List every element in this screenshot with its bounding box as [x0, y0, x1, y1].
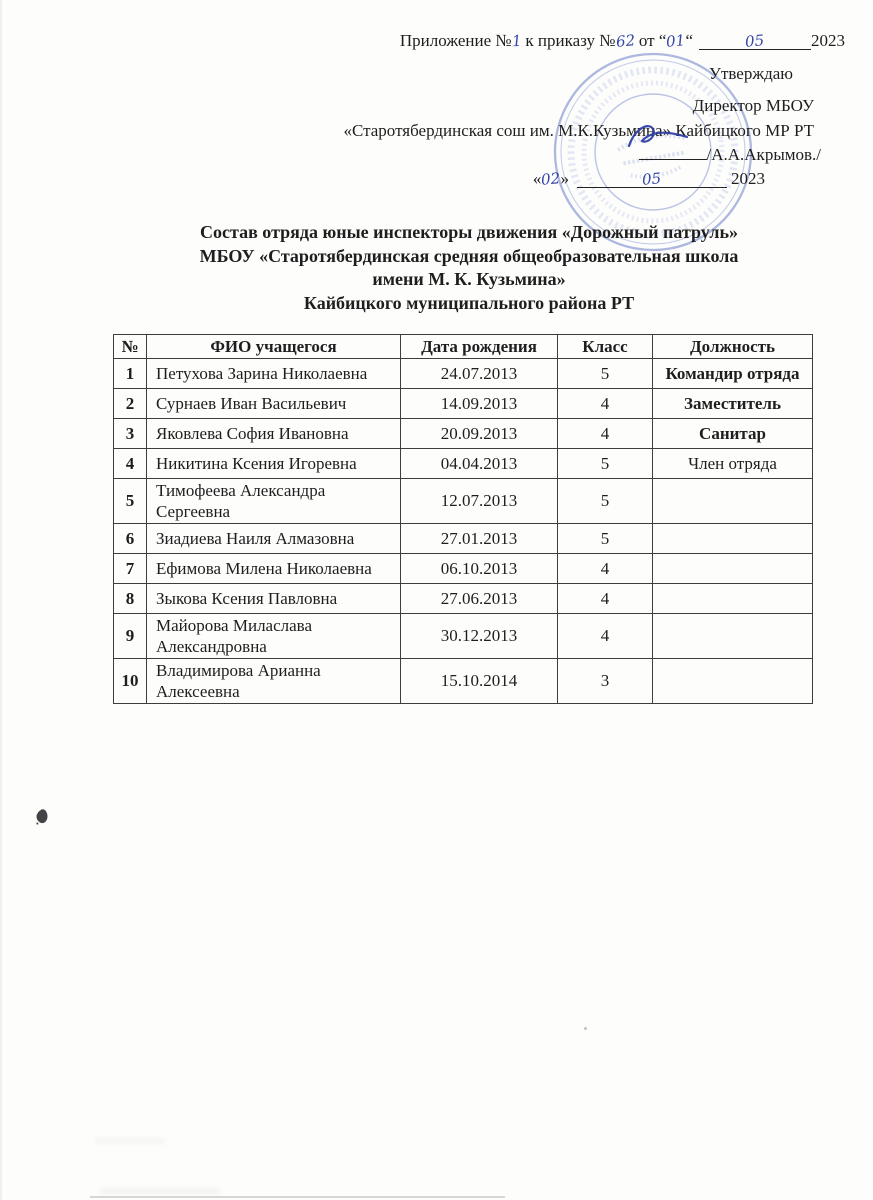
cell-role: Санитар	[653, 419, 813, 449]
cell-grade: 5	[558, 449, 653, 479]
cell-student-name: Зыкова Ксения Павловна	[147, 584, 401, 614]
table-row	[114, 359, 813, 389]
signature-row	[639, 142, 822, 165]
cell-role	[653, 524, 813, 554]
header-role: Должность	[653, 335, 813, 359]
cell-grade: 5	[558, 359, 653, 389]
cell-role: Заместитель	[653, 389, 813, 419]
table-row	[114, 479, 813, 524]
cell-birth-date: 24.07.2013	[401, 359, 558, 389]
cell-student-name: Майорова Миласлава Александровна	[147, 614, 401, 659]
approval-date-row	[533, 169, 765, 189]
scan-smudge	[95, 1138, 165, 1144]
cell-birth-date: 27.01.2013	[401, 524, 558, 554]
cell-grade: 5	[558, 524, 653, 554]
director-line2: «Старотябердинская сош им. М.К.Кузьмина» Кайбицкого МР РТ	[343, 121, 814, 140]
cell-number: 5	[114, 479, 147, 524]
order-prefix: к приказу №	[525, 31, 616, 50]
header-number: №	[114, 335, 147, 359]
document-title	[108, 221, 830, 315]
cell-student-name: Яковлева София Ивановна	[147, 419, 401, 449]
day-quote-close: “	[685, 31, 693, 50]
cell-birth-date: 20.09.2013	[401, 419, 558, 449]
cell-role	[653, 554, 813, 584]
header-birth-date: Дата рождения	[401, 335, 558, 359]
cell-number: 8	[114, 584, 147, 614]
roster-table	[113, 334, 813, 704]
cell-student-name: Зиадиева Наиля Алмазовна	[147, 524, 401, 554]
cell-birth-date: 12.07.2013	[401, 479, 558, 524]
date-year: 2023	[731, 169, 765, 188]
month-blank-line	[699, 32, 811, 50]
cell-grade: 4	[558, 584, 653, 614]
signature-stroke-icon	[623, 120, 693, 152]
title-line-2: МБОУ «Старотябердинская средняя общеобразовательная школа	[199, 245, 739, 266]
cell-birth-date: 27.06.2013	[401, 584, 558, 614]
cell-grade: 5	[558, 479, 653, 524]
cell-student-name: Сурнаев Иван Васильевич	[147, 389, 401, 419]
table-row	[114, 524, 813, 554]
handwritten-month: 05	[744, 31, 766, 51]
handwritten-date-day: 02	[540, 169, 562, 189]
title-line-3: имени М. К. Кузьмина»	[372, 269, 566, 289]
table-row	[114, 584, 813, 614]
title-line-1: Состав отряда юные инспекторы движения «Дорожный патруль»	[200, 222, 738, 242]
date-quote-open: «	[532, 169, 542, 188]
date-quote-close: »	[560, 169, 569, 188]
cell-birth-date: 14.09.2013	[401, 389, 558, 419]
table-header-row	[114, 335, 813, 359]
director-block	[344, 93, 815, 143]
handwritten-appendix-number: 1	[510, 31, 522, 51]
day-quote-open: “	[658, 31, 667, 50]
director-line1: Директор МБОУ	[692, 96, 814, 115]
roster-table-body	[114, 359, 813, 704]
cell-birth-date: 15.10.2014	[401, 659, 558, 704]
cell-grade: 4	[558, 554, 653, 584]
cell-number: 6	[114, 524, 147, 554]
cell-student-name: Владимирова Арианна Алексеевна	[147, 659, 401, 704]
cell-number: 2	[114, 389, 147, 419]
cell-grade: 4	[558, 419, 653, 449]
ink-blot	[34, 808, 50, 827]
appendix-line	[400, 31, 845, 51]
cell-number: 1	[114, 359, 147, 389]
cell-role	[653, 614, 813, 659]
cell-student-name: Петухова Зарина Николаевна	[147, 359, 401, 389]
handwritten-order-number: 62	[614, 31, 636, 51]
cell-grade: 3	[558, 659, 653, 704]
cell-birth-date: 06.10.2013	[401, 554, 558, 584]
title-line-4: Кайбицкого муниципального района РТ	[303, 292, 635, 313]
header-student-name: ФИО учащегося	[147, 335, 401, 359]
handwritten-date-month: 05	[641, 169, 663, 189]
cell-role	[653, 479, 813, 524]
handwritten-day: 01	[665, 31, 687, 51]
cell-number: 7	[114, 554, 147, 584]
cell-number: 10	[114, 659, 147, 704]
table-row	[114, 449, 813, 479]
cell-number: 9	[114, 614, 147, 659]
table-row	[114, 554, 813, 584]
cell-role: Командир отряда	[653, 359, 813, 389]
table-row	[114, 659, 813, 704]
scan-smudge	[100, 1188, 220, 1194]
cell-role	[653, 659, 813, 704]
cell-number: 4	[114, 449, 147, 479]
header-grade: Класс	[558, 335, 653, 359]
cell-role: Член отряда	[653, 449, 813, 479]
cell-student-name: Ефимова Милена Николаевна	[147, 554, 401, 584]
cell-birth-date: 04.04.2013	[401, 449, 558, 479]
dust-speck	[584, 1027, 587, 1030]
date-month-blank-line	[577, 170, 727, 188]
cell-role	[653, 584, 813, 614]
cell-grade: 4	[558, 389, 653, 419]
signature-name: /А.А.Акрымов./	[706, 145, 821, 164]
from-label: от	[638, 31, 655, 50]
cell-birth-date: 30.12.2013	[401, 614, 558, 659]
scan-edge-shading	[0, 0, 3, 1200]
scan-edge-line	[90, 1196, 505, 1198]
year-label: 2023	[811, 31, 845, 50]
table-row	[114, 419, 813, 449]
approve-label: Утверждаю	[708, 64, 793, 83]
cell-number: 3	[114, 419, 147, 449]
table-row	[114, 614, 813, 659]
table-row	[114, 389, 813, 419]
cell-student-name: Тимофеева Александра Сергеевна	[147, 479, 401, 524]
cell-student-name: Никитина Ксения Игоревна	[147, 449, 401, 479]
appendix-prefix: Приложение №	[399, 31, 512, 50]
signature-blank-line	[639, 142, 707, 160]
cell-grade: 4	[558, 614, 653, 659]
